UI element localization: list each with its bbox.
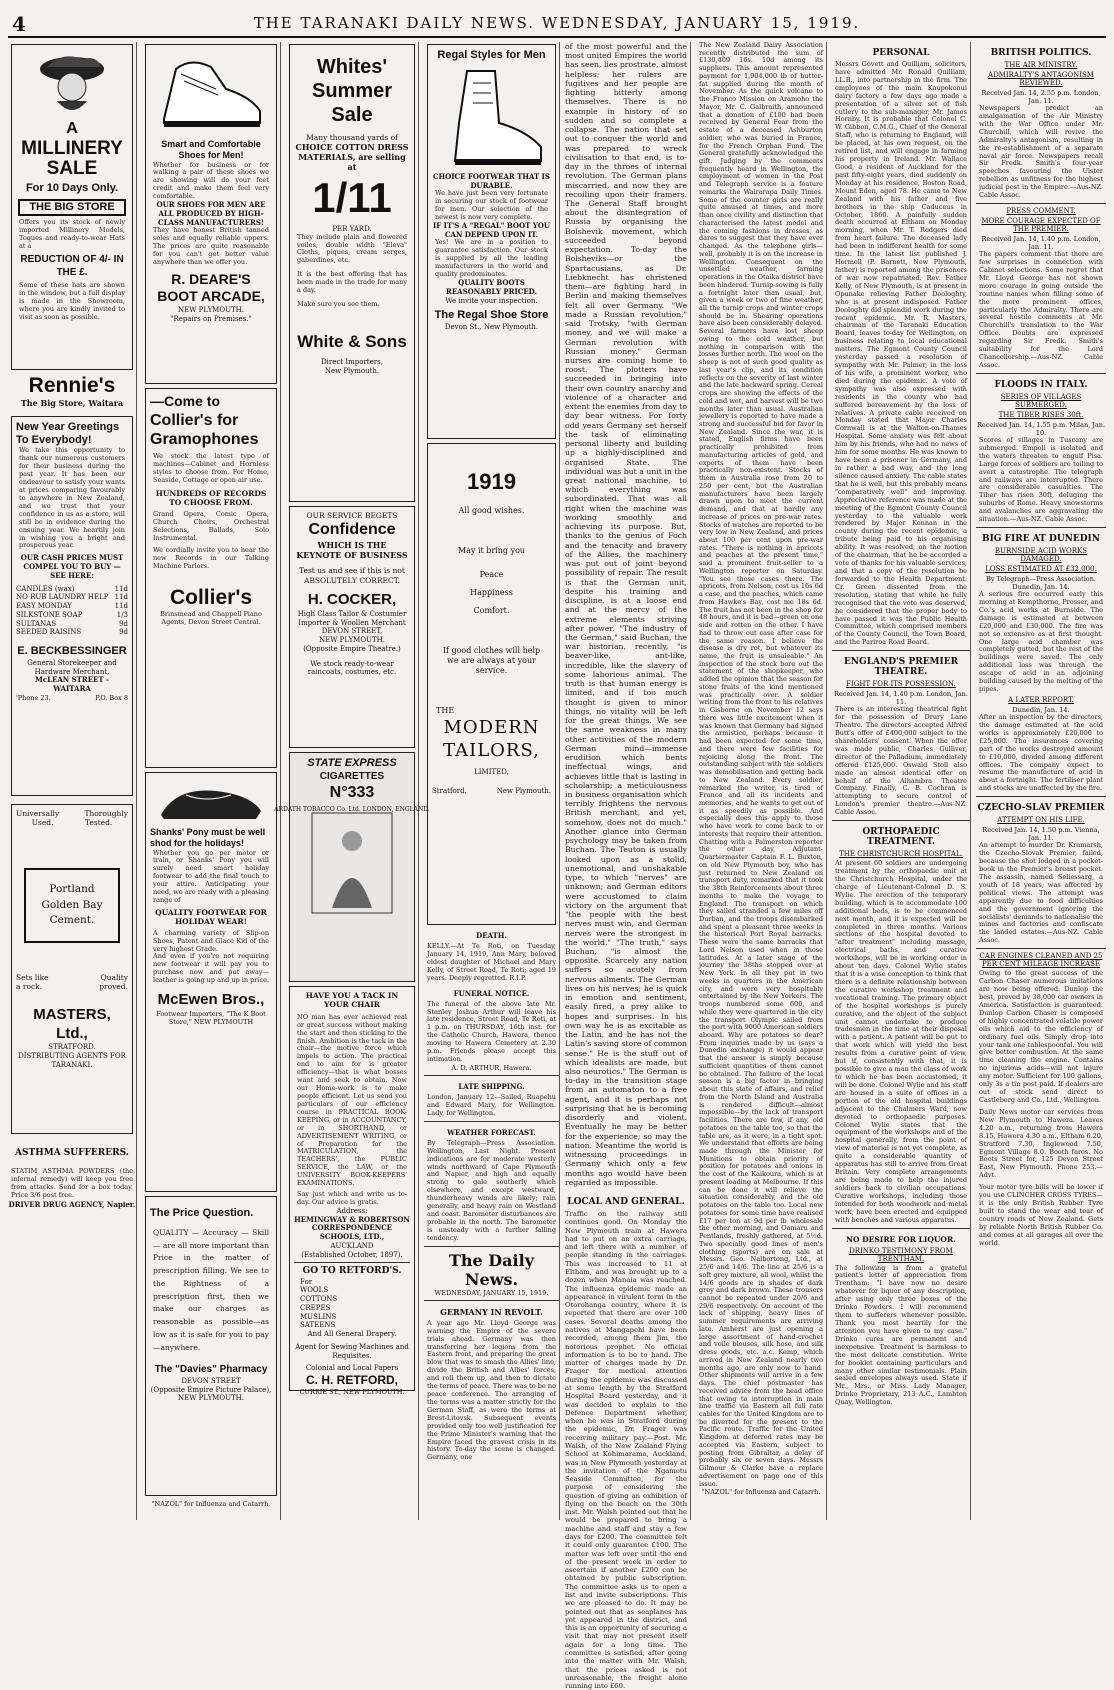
colliers-top: —Come to	[150, 393, 220, 409]
mcewen-items: A charming variety of Slip-on Shoes, Patent and Glace Kid of the very highest Grade.	[153, 928, 269, 953]
cement-top3: Used.	[31, 818, 54, 828]
regal-title: Regal Styles for Men	[437, 49, 546, 61]
politics-sub: THE AIR MINISTRY.	[1004, 61, 1078, 69]
colliers-invite: We cordially invite you to hear the new Records in our Talking Machine Parlors.	[153, 546, 269, 570]
cement-ad	[11, 804, 133, 1134]
regal-caps: IF IT'S A "REGAL" BOOT YOU CAN DEPEND UPON IT.	[433, 220, 550, 239]
shipping-body: London, January 12—Sailed, Ruapehu and Edward Mary, for Wellington. Lady, for Wellington.	[427, 1092, 556, 1117]
ortho-body: At present 60 soldiers are undergoing treatment by the orthopaedic unit at the Christchurch Hospital, under the charge of Lieutenant-Colonel D. S. Wylie. The erection of the temporary building, which is to accommodate 100 additional beds, is to be commenced next month, and it is expected will be completed in three months. Various sections of the hospital devoted to "after treatment" including massage, electrical baths, and curative workshops, will be in working order in about ten days. Colonel Wylie states that it is a wise conception to think that there is a definite relationship between the curative workshop treatment and vocational training. The primary object of the hospital workshops is purely curative, and the object of the subject unit cannot undertake to produce tradesmen in the time at their disposal with a patient. A patient will be put to that work which will yield the best results from a curative point of view, but if, consistently with that, it is possible to give a man the class of work to which he has been accustomed, it will be done. Colonel Wylie and his staff are housed in a suite of offices in a portion of the old hospital buildings adjacent to the Chalmers Ward, now devoted to orthopaedic purposes. Colonel Wylie states that the equipment of the workshops and of the hospital generally, from the point of view of material is not yet complete, as quite a considerable quantity of apparatus has still to arrive from Great Britain. Very complete arrangements are being made to help the injured soldiers back to civilian occupations. Curative workshops, including those intended for both woodwork and metal work, have been erected and equipped with benches and various apparatus.	[835, 859, 967, 1224]
deare-ad	[145, 44, 277, 384]
mail-body: Daily News motor car services from New Plymouth to Hawera. Leaves 4.20 a.m., returning from Hawera 8.15, Hawera 4.30 a.m., Eltham 6.20, Stratford 7.30, Inglewood 7.50, Egmont Village 8.0. Booth fares. No Boots Street for, 125 Devon Street East, New Plymouth. Phone 253.—Advt.	[979, 1107, 1103, 1180]
czech-dateline: Received Jan. 14, 1.50 p.m. Vienna, Jan. 11.	[982, 826, 1100, 843]
liquor-body: The following is from a grateful patient's letter of appreciation from Trentham: "I have now no desire whatever for liquor of any description, after using only three boxes of the Drinko Powders. I will recommend them to sufferers whenever possible. Thank you most heartily for the attention you have given to my case." Drinko cures are permanent and inexpensive. Treatment is harmless to the most delicate constitution. Write for booklet containing particulars and many other similar testimonials. Plain sealed envelopes always used. State if Mr., Mrs., or Miss. Lady Manager, Drinko Proprietary, 213 A.C., Lambton Quay, Wellington.	[835, 1263, 967, 1407]
colliers-body: We stock the latest type of machines—Cabinet and Hornless styles to choose from. For Home, Seaside, Cottage or open air use.	[153, 451, 269, 484]
ortho-title: ORTHOPAEDIC TREATMENT.	[862, 827, 940, 848]
mcewen-title: Shanks' Pony must be well shod for the holidays!	[150, 827, 266, 849]
whites-per: PER YARD.	[332, 224, 372, 233]
express-name: STATE EXPRESS	[307, 757, 397, 769]
column-4	[424, 42, 560, 1520]
chair-title: HAVE YOU A TACK IN YOUR CHAIR	[305, 991, 399, 1010]
price-row: CANDLES (wax) 11d	[16, 584, 128, 593]
press-body: The papers comment that there are few surprises in connection with Cabinet selections. Some regret that Mr. Lloyd George has not shown more courage in going outside the routine names when filling some of the more prominent offices, particularly the Admiralty. There are several hostile comments at Mr. Churchill's translation to the War Office. Doubts are expressed regarding Sir Fredk. Smith's suitability for the Lord Chancellorship.—Aus-NZ. Cable Assoc.	[979, 250, 1103, 369]
deare-body: Whether for business or for walking a pair of these shoes we are showing will do your feet credit and make them feel very comfortable.	[153, 160, 269, 201]
cocker-body2: We stock ready-to-wear raincoats, costumes, etc.	[307, 659, 397, 677]
floods-body: Scores of villages in Tuscany are submerged. Empoli is isolated and the waters threaten to engulf Pisa. Large forces of soldiers are toiling to avert a catastrophe. The telegraph and railways are interrupted. There are considerable casualties. The Tiber has risen 30ft, deluging the suburbs of Rome. Heavy snowstorms and avalanches are aggravating the situation.—Aus-NZ. Cable Assoc.	[979, 435, 1103, 524]
boot-illustration	[437, 63, 547, 173]
whites-body: Many thousand yards of	[306, 133, 398, 142]
floods-title: FLOODS IN ITALY.	[994, 379, 1088, 390]
whites-ad	[289, 44, 415, 502]
press-sub: MORE COURAGE EXPECTED OF THE PREMIER.	[981, 217, 1101, 234]
cement-l1: Sets like	[16, 973, 49, 982]
tyre-body: Your motor tyre bills will be lower if you use CLINCHER CROSS TYRES—it is the only British Rubber Tyre built to stand the wear and tear of country roads of New Zealand. Gets by reliable North British Rubber Co. and comes at all garages all over the world.	[979, 1183, 1103, 1247]
whites-caps: CHOICE COTTON DRESS MATERIALS, are selling at	[295, 142, 409, 173]
retford-all: And All General Drapery.	[307, 1330, 397, 1339]
theatre-title: ENGLAND'S PREMIER THEATRE.	[843, 657, 959, 678]
state-express-ad	[274, 752, 430, 982]
colliers-name: Collier's for Gramophones	[150, 411, 259, 448]
price-row: NO RUB LAUNDRY HELP 11d	[16, 593, 128, 602]
whites-body4: Make sure you see them.	[297, 300, 380, 309]
fire-dateline: Dunedin, Jan. 14.	[1012, 583, 1070, 592]
local-title: LOCAL AND GENERAL.	[567, 1197, 685, 1208]
column-6	[696, 42, 827, 1520]
cement-top-row2	[16, 818, 128, 827]
whites-name: White & Sons	[297, 332, 407, 351]
colliers-list: Grand Opera, Comic Opera, Church Choirs, Orchestral Selections, Ballads, Solo Instrumental.	[153, 510, 269, 543]
theatre-body: There is an interesting theatrical fight for the possession of Drury Lane Theatre. The directors accepted Alfred Butt's offer of £400,000 subject to the shareholders' consent. When the offer was made public, Charles Gulliver, director of the Palladium, immediately offered £125,000. Oswald Stoll also made an almost identical offer on behalf of the Alhambra Theatre Company. Finally, C. B. Cochran is attempting to secure control of London's premier theatre.—Aus-NZ. Cable Assoc.	[835, 705, 967, 817]
column-8	[976, 42, 1106, 1520]
asthma-body: STATIM ASTHMA POWDERS (the infernal remedy) will keep you free from attacks. Send for a box today. Price 3/6 post free.	[11, 1167, 133, 1199]
cement-row4	[16, 982, 128, 991]
lady-hat-illustration	[37, 49, 107, 119]
regal-ad	[427, 44, 556, 439]
express-num: N°333	[329, 784, 375, 802]
politics-body: Newspapers predict an amalgamation of the Air Ministry with the War Office under Mr. Churchill, which will revive the Admiralty's antagonism, resulting in the re-establishment of a separate naval air force. Newspapers recall Sir Fredk. Smith's four-year speeches favouring the Ulster rebellion as unfitness for the highest judicial post in the Empire.—Aus-NZ. Cable Assoc.	[979, 104, 1103, 200]
greetings-body: We take this opportunity to thank our numerous customers for their business during the past year. It has been our endeavour to satisfy your wants at prices comparing favourably to anywhere in New Zealand, and we trust that your confidence in us as a store, will still be in evidence during the ensuing year. We heartily join in wishing you a bright and prosperous year.	[19, 446, 125, 550]
masters-town: STRATFORD.	[48, 1043, 96, 1052]
fire-sub2: LOSS ESTIMATED AT £32,000.	[985, 565, 1097, 574]
modern-year: 1919	[467, 469, 516, 494]
car-title: CAR ENGINES CLEANED AND 25 PER CENT MILEAGE INCREASE	[979, 952, 1103, 969]
chair-body: NO man has ever achieved real or great success without making the start and then sticking to the finish. Ambition is the tack in the chair—the motive force which impels to action. The practical end to aim for is greater efficiency—that is what bosses want and seek to obtain. Now our Home-work is to make people efficient. Let us send you particulars of our efficiency course in PRACTICAL BOOK-KEEPING, or in ACCOUNTANCY, or in SHORTHAND, or ADVERTISEMENT WRITING, or of Preparation for the MATRICULATION, the TEACHERS', the PUBLIC SERVICE, the LAW, or the UNIVERSITY BOOK-KEEPERS' EXAMINATIONS.	[297, 1012, 407, 1188]
colliers-records: HUNDREDS OF RECORDS TO CHOOSE FROM.	[155, 488, 267, 507]
mcewen-name: McEwen Bros.,	[157, 991, 265, 1009]
mcewen-body2: And even if you're not requiring new footwear it will pay you to purchase now and put away—leather is going up and up in price.	[153, 952, 270, 985]
express-prod: CIGARETTES	[319, 770, 385, 782]
millinery-a: A	[66, 120, 78, 137]
whites-sub: Direct Importers,	[321, 358, 383, 367]
column-7	[832, 42, 971, 1520]
funeral-sig: A. D. ARTHUR, Hawera.	[451, 1063, 532, 1072]
chair-town: AUCKLAND	[330, 1241, 374, 1250]
millinery-reduction: REDUCTION OF 4/- IN THE £.	[20, 254, 124, 278]
merchant-contact	[16, 694, 128, 702]
millinery-ad	[11, 44, 133, 370]
pharmacy-town: NEW PLYMOUTH.	[178, 1394, 244, 1403]
cocker-body: Test us and see if this is not ABSOLUTELY CORRECT.	[299, 566, 405, 585]
regal-invite: We invite your inspection.	[445, 296, 538, 305]
floods-sub2: THE TIBER RISES 30ft.	[998, 410, 1084, 419]
mcewen-sub: Footwear Importers, "The K Boot Store," NEW PLYMOUTH	[156, 1009, 266, 1027]
retford-agent: Agent for Sewing Machines and Requisites.	[295, 1342, 409, 1360]
column-2	[142, 42, 281, 1520]
nazol-ad-2: "NAZOL" for Influenza and Catarrh.	[701, 1488, 821, 1497]
liquor-title: NO DESIRE FOR LIQUOR.	[846, 1234, 956, 1244]
weather-body: By Telegraph—Press Association. Wellington, Last Night. Present indications are for moderate westerly winds northward of Cape Plymouth and Napier, and high and equally strong to gale southerly which elsewhere, and except westward, thunderheavy winds are likely; rain generally, and heavy rain on Westland and coast. Barometer disturbances are probable in the north. The barometer is unsteady with a further falling tendency.	[427, 1138, 556, 1242]
fire-title: BIG FIRE AT DUNEDIN	[981, 534, 1100, 545]
floods-dateline: Received Jan. 14, 1.55 p.m. Milan, Jan. 10.	[976, 420, 1106, 437]
column-5	[562, 42, 691, 1690]
deare-title: Smart and Comfortable Shoes for Men!	[161, 139, 261, 161]
millinery-title: MILLINERY SALE	[21, 138, 123, 179]
weather-title: WEATHER FORECAST.	[447, 1127, 536, 1137]
mcewen-ad	[145, 772, 277, 1192]
price-row: SEEDED RAISINS 9d	[16, 628, 128, 637]
cement-top1: Universally	[16, 809, 60, 818]
floods-sub: SERIES OF VILLAGES SUBMERGED.	[1000, 392, 1082, 409]
liquor-sub: DRINKO TESTIMONY FROM TRENTHAM.	[849, 1246, 953, 1263]
asthma-title: ASTHMA SUFFERERS.	[15, 1148, 129, 1158]
greetings-ad	[11, 416, 133, 796]
price-row: SULTANAS 9d	[16, 619, 128, 628]
regal-addr: Devon St., New Plymouth.	[444, 323, 539, 332]
greetings-title: New Year Greetings To Everybody!	[16, 421, 120, 447]
express-maker: ARDATH TOBACCO Co. Ltd. LONDON, ENGLAND.	[274, 806, 430, 814]
czech-body: An attempt to murder Dr. Kramarsh, the Czecho-Slovak Premier, failed, because the shot lodged in a pocket-book in the Premier's breast pocket. The assassin, named Seliessarg, a youth of 18 years, was affected by political views. The attempt was apparently due to food difficulties and the government ignoring the socialists' demands to nationalise the mines and factories and confiscate the landed estates.—Aus-NZ. Cable Assoc.	[979, 841, 1103, 945]
article-body: A year ago Mr. Lloyd George was warning the Empire of the severe trials ahead. Germany was then transferring her legions from the Eastern front, and preparing the great blow that was to smash the Allies' line, divide the British and Allies' forces, and roll them up, and then to dictate the terms of peace. There was to be no peace conference. The arranging of the terms was a matter strictly for the German Staff, as were the terms at Brest-Litovsk. Subsequent events provided only too well justification for the Prime Minister's warning that the Empire faced the gravest crisis in its history. To-day the scene is changed. Germany, one	[427, 1318, 556, 1462]
retford-name: C. H. RETFORD,	[306, 1373, 398, 1388]
politics-dateline: Received Jan. 14, 2.55 p.m. London, Jan. 11.	[981, 89, 1101, 105]
merchant-sub: General Storekeeper and Hardware Merchant,	[27, 658, 117, 676]
modern-w3: Comfort.	[473, 605, 510, 615]
rennies-name: Rennie's	[28, 374, 116, 397]
asthma-agency: DRIVER DRUG AGENCY, Napier.	[8, 1199, 136, 1209]
column-1	[8, 42, 137, 1520]
cement-row3	[16, 973, 128, 982]
masthead	[8, 8, 1106, 38]
chair-tag: Say just which and write us to-day. Our advice is gratis.	[297, 1190, 407, 1206]
politics-title: BRITISH POLITICS.	[990, 48, 1092, 58]
modern-the: THE	[436, 705, 455, 715]
regal-body: We have just been very fortunate in securing our stock of footwear for men. Our selection of the newest is now very complete.	[435, 189, 548, 222]
cocker-title: Confidence	[308, 521, 396, 539]
newspaper-title: THE TARANAKI DAILY NEWS. WEDNESDAY, JANUARY 15, 1919.	[253, 14, 861, 32]
cocker-town: NEW PLYMOUTH.	[319, 636, 385, 645]
colliers-logo-sub: Brinsmead and Chappell Piano Agents, Devon Street Central.	[160, 610, 262, 626]
modern-town1: Stratford,	[432, 787, 467, 796]
cement-name: Portland Golden Bay Cement.	[24, 868, 120, 943]
deare-tag: "Repairs on Premises."	[170, 314, 252, 323]
nazol-ad: "NAZOL" for Influenza and Catarrh.	[151, 1500, 271, 1508]
masters-name: MASTERS, Ltd.,	[33, 1005, 111, 1042]
modern-body: If good clothes will help we are always at your service.	[442, 645, 541, 675]
cocker-name: H. COCKER,	[307, 591, 397, 609]
price-question-ad	[145, 1196, 277, 1496]
politics-sub2: ADMIRALTY'S ANTAGONISM REVIEWED.	[988, 71, 1094, 87]
deare-town: NEW PLYMOUTH.	[178, 305, 244, 314]
cocker-top: OUR SERVICE BEGETS	[306, 511, 398, 520]
millinery-body2: Some of these hats are shown in the window, but a full display is made in the Showroom, where you are kindly invited to visit as soon as possible.	[19, 281, 125, 321]
page-number: 4	[12, 12, 26, 36]
funeral-body: The funeral of the above late Mr. Stanley Joshua Arthur will leave his late residence, Street Road, Te Roti, at 1 p.m. on THURSDAY, 16th inst. for the Catholic Church, Hawera, thence moving to Hawera Cemetery at 2.30 p.m. Friends please accept this intimation.	[427, 999, 556, 1064]
price-row: EASY MONDAY 11d	[16, 602, 128, 611]
deare-caps: OUR SHOES FOR MEN ARE ALL PRODUCED BY HIGH-CLASS MANUFACTURERS!	[156, 200, 266, 227]
modern-ltd: LIMITED,	[474, 768, 509, 777]
chair-addr: Address:	[336, 1206, 368, 1215]
column-3	[274, 42, 430, 1520]
theatre-sub: FIGHT FOR ITS POSSESSION.	[846, 680, 956, 689]
cocker-sub: High Class Tailor & Costumier Importer & Woollen Merchant	[297, 609, 407, 627]
press-title: PRESS COMMENT.	[1006, 207, 1076, 216]
pharmacy-sub: (Opposite Empire Picture Palace),	[150, 1385, 272, 1394]
deare-name: R. DEARE'S BOOT ARCADE,	[157, 270, 265, 305]
local-body: Traffic on the railway still continues good. On Monday the New Plymouth train at Hawera had to put on an extra carriage, and left there with a number of people standing in the carriages. This was increased to 11 at Eltham, and was brought up to a dozen when Manaia was reached. The influenza epidemic made an appearance in virulent form in the Otorohanga country, where it is reported that there are over 100 cases. Several deaths among the natives at Mangapehi have been recorded, among them Jim, the notorious prophet. No official information is to be to hand. The matter of charges made by Dr. Frager for medical attention during the epidemic was discussed at some length by the Stratford Hospital Board yesterday, and it was decided to explain to the Defence Department whether, when he was in Stratford during the epidemic, Dr. Frager was receiving military pay.—Post. Mr. Walsh, of the New Zealand Flying School at Kohimarama, Auckland, was in New Plymouth yesterday at the invitation of the Ngamotu Seaside Committee, for the purpose of considering the question of giving an exhibition of flying on the beach on the 30th inst. Mr. Walsh pointed out that he would be prepared to bring a machine and staff and stay a few days for £200. The committee felt it could only guarantee £100. The matter was left over until the end of the present week in order to ascertain if another £200 can be obtained by public subscription. The committee asks us to open a list and invite subscriptions. This we are pleased to do. It may be pointed out that as seaplanes has yet appeared in the district, and this is an opportunity of securing a visit that may not present itself again for a long time. The committee is satisfied, after going into the matter with Mr. Walsh, that the prices asked is not unreasonable, the freight alone running into £60.	[565, 1210, 687, 1690]
seated-figure-illustration	[274, 803, 430, 923]
ortho-sub: THE CHRISTCHURCH HOSPITAL.	[839, 850, 963, 859]
czech-sub: ATTEMPT ON HIS LIFE.	[997, 816, 1085, 825]
fire-body: A serious fire occurred early this morning at Kempthorne, Prosser, and Co.'s acid works at Burnside. The damage is estimated at between £20,000 and £30,000. The fire was not so extensive as at first thought. One large acid chamber was completely gutted, but the rest of the buildings were saved. The only additional loss was through the escape of acid in an adjoining building caused by the melting of the pipes.	[979, 590, 1103, 694]
retford-go: GO TO RETFORD'S.	[302, 1266, 402, 1277]
modern-may: May it bring you	[457, 545, 526, 555]
chair-est: (Established October, 1897).	[301, 1250, 403, 1259]
article-title: GERMANY IN REVOLT.	[440, 1306, 543, 1317]
modern-w1: Peace	[479, 569, 504, 579]
fire-dateline2: Dunedin, Jan. 14.	[1012, 706, 1070, 715]
whites-town: New Plymouth.	[324, 367, 380, 375]
merchant-name: E. BECKBESSINGER	[17, 645, 127, 658]
paper-name: The Daily News.	[449, 1250, 534, 1289]
modern-tailors-ad	[427, 443, 556, 925]
cocker-mid: WHICH IS THE KEYNOTE OF BUSINESS	[296, 540, 408, 561]
regal-body2: Yes! We are in a position to guarantee satisfaction. Our stock is supplied by all the leading manufacturers in the world and quality predominates.	[435, 238, 548, 279]
price-title: The Price Question.	[150, 1207, 254, 1219]
fire-sub: BURNSIDE ACID WORKS DAMAGED.	[994, 547, 1088, 564]
pharmacy-street: DEVON STREET	[181, 1376, 241, 1385]
cocker-street: DEVON STREET,	[321, 627, 383, 636]
regal-caps2: QUALITY BOOTS REASONABLY PRICED.	[446, 278, 537, 296]
death-title: DEATH.	[476, 931, 507, 940]
slipper-illustration	[156, 777, 266, 827]
local-continued: The New Zealand Dairy Association recently distributed the sum of £130,409 16s. 10d among its suppliers. This amount represented payment for 1,904,000 lb of butter-fat supplied during the month of November. As the quick volcano to the Franco Mission on Aramoho the Mayor, Mr. C. Galbraith, announced that a donation of £100 had been received by General Fear from the estate of a deceased Ashburton soldier, who was buried in France, for the French Orphan Fund. The General gratefully acknowledged the gift. Judging by the comments frequently heard in Wellington, the employment of women in the Post and Telegraph service is a feature remarks the Wairarapa Daily Times. Some of the counter girls are really quite amused at times, and more than once civility and distinction that characterised the latest model and the coming fashions in dresses, as dares to suggest that they have ever changed. As the telephone girls—well, probably it is on the increase in Wellington. Consequent on the unsettled weather, farming operations in the Otaika district have been hindered. Turnip-sowing is fully a fortnight later than usual, but, given a week or two of fine weather, all the turnip crops and winter crops should be in. Shearing operations have also been considerably delayed. Several farmers have lost sheep owing to the cold weather, but nothing in comparison with the losses further north. The wool on the sheep is not of such good quality as last year's clip, and its condition reflects on the severity of last winter and the late backward spring. Cereal crops are showing the effects of the cold and wet, and harvest will be two months later than usual. Australian jewellery is reported to have made a strong and successful bid for favor in New Zealand. Since the war, it is stated, English firms have been practically prohibited from manufacturing articles of gold, and exports of them have been practically non-existent. Stocks of them in Australia rose from 20 to 250 per cent, but the Australian manufacturers have been largely drawn upon to meet the current demand, and that at hardly any increase of prices on pre-war rates. Stocks of watches are reported to be very low in New Zealand, and prices about 100 per cent upon pre-war rates. "There is nothing in apricots and peaches at the present time," said a prominent fruit-seller to a Wellington reporter on Saturday. "You see those cases there. The apricots, from Nelson, cost us 16s 6d a case, and the peaches, which came from Hawke's Bay, cost me 18s 6d. The fruit has not been in the shop for 48 hours, and it is bad—green on one side and rotten on the other. I have had to throw out case after case for the same reason. I believe the disease is dry rot, but whatever its name, the fruit is unsaleable." An inspection of the stock bore out the statement of the shopkeeper, who added the opinion that the season for stone fruits of the kind mentioned was practically over. A soldier writing from the front to his relatives in Gisborne on November 12 says there was little excitement when it was known that Germany had signed the armistice, perhaps because it had been expected for some time, and there were few facilities for rejoicing along the front. The outstanding subject with the soldiers was demobilisation and getting back to New Zealand. Every soldier, remarked the writer, is tired of France and all its incidents and memories, and he wants to get out of it as speedily as possible. And especially does this apply to those who have work to come back to or interests that require their attention. Chatting with a Palmerston reporter the other day, Adjutant-Quartermaster Captain F. L. Buxton, on old New Plymouth boy, who has just returned to New Zealand on transport duty, remarked that it took the 38th Reinforcements about three months to make the voyage to England. The transport on which they sailed stranded a few miles off Durban, and the troops disembarked and spent a pleasant three weeks in the historical Port Royal barracks. These were the same barracks that Lord Nelson used when in those latitudes. At a later stage of the journey the 38ths stopped over at New York. In all they put in two weeks in quarters in the American city, and were very hospitably entertained by the New Yorkers. The troops numbered some 600, and while they were quartered in the city the transport Olympic sailed from the port with 9000 American soldiers aboard. Why are potatoes so dear? From inquiries made by us (says a Dunedin exchange) it would appear that the answer is simply because sufficient quantities of them cannot be obtained. The failure of the local season is a big factor in bringing about this state of affairs, and relief from the North Island and Australia is rendered difficult—almost impossible—by the lack of transport facilities. There are few, if any, old potatoes on the table too, so that the table are, as it were, in a tight spot. We understand that efforts are being made through the Minister for Munitions to obtain priority of position for potatoes and onions in the cost of the Kaikoura, which is at present loading at Melbourne. If this can be done it will relieve the situation considerably, and the old potatoes on the table too. Local new potatoes for some time have realised £17 per ton at 9d per lb wholesale the other morning, and Oamaru and Pentlands, freshly gathered, at 5½d. Two specially good lines of men's clothing (sports) are on sale at Messrs. Geo. Nalbortong, Ltd., at 25/6 and 14/6. The line at 25/6 is a soft grey mixture, all wool, whilst the 14/6 goods are in shades of dark grey and dark brown. These trousers cannot be repeated under 20/6 and 29/6 respectively. On account of the lack of shipping, heavy lines of summer requirements are arriving late. Amherst are just opening a large assortment of hand-crochet and voile blouses, silk hose, and silk dress goods, etc. a.c. Kemp, which arrived in New Zealand nearly two months ago, are only now to hand. Other shipments will arrive in a few days. The chief postmaster has received advice from the head office that owing to interruption in main line traffic via Eastern all full rate cables for the United Kingdom are to be diverted for the present to the Pacific route. Traffic for the United Kingdom at deferred rates may be accepted via Eastern, subject to posting from Gibraltar, a delay of probably six or seven days. Messrs Gilmour & Clarke have a replace advertisement on page one of this issue.	[699, 41, 823, 1488]
millinery-sub: For 10 Days Only.	[25, 181, 119, 194]
theatre-dateline: Received Jan. 14, 1.40 p.m. London, Jan. 11.	[834, 690, 968, 707]
fire-later: A LATER REPORT.	[1008, 696, 1074, 705]
deare-body2: They have honest British tanned soles and equally reliable uppers. The prices are quite reasonable for you can't get better value anywhere than we offer you.	[153, 226, 269, 267]
whites-price: 1/11	[312, 174, 392, 222]
regal-caption: CHOICE FOOTWEAR THAT IS DURABLE.	[432, 171, 550, 190]
price-list	[16, 585, 128, 638]
funeral-title: FUNERAL NOTICE.	[453, 988, 530, 998]
colliers-ad	[145, 388, 277, 768]
price-row: SILKSTONE SOAP 1/3	[16, 610, 128, 619]
masters-agents: DISTRIBUTING AGENTS FOR TARANAKI.	[18, 1052, 126, 1069]
personal-body: Messrs Govett and Quilliam, solicitors, have admitted Mr. Ronald Quilliam, LL.B., into partnership in the firm. The employees of the main Kaupokonui dairy factory a few days ago made a presentation of a silver set of fish cutlery to the sub-manager, Mr. James Hornby. It is probable that Colonel C. W. Gibbon, C.M.G., Chief of the General Staff, who is returning to England, will be placed, at his own request, on the retired list, and will engage in farming his property in Ireland. Mr. Wallace Good, a resident of Auckland for the past fifty-eight years, died suddenly on Monday at his residence, Boston Road, Mount Eden, aged 78. He came to New Zealand with his father and five brothers in the ship Caduceus in October, 1860. A painfully sudden death occurred at Eltham on Monday morning, when Mr. T. Rodgers died from heart failure. The deceased lady had been in indifferent health for some time. In the latest list published J. Hormell (P. Barnett, New Plymouth, father) is reported among the prisoners of war now repatriated. Rev. Father Kelly, of New Plymouth, is at present in Opunake relieving Father Doologhty, who is at present indisposed. Father Doologhty did splendid work during the recent epidemic. Mr. R. Masters, chairman of the Taranaki Education Board, leaves to-day for Wellington, on business relating to local educational matters. The Egmont County Council yesterday passed a resolution of sympathy with Mr. Palmer, in the loss of his wife, a prominent worker, who died during the epidemic. A vote of sympathy was also expressed with residents in the county who had suffered bereavement by the loss of relatives. A private cable received on Monday stated that Major Charles Cornwall is at the Walton-on-Thames Hospital. Some anxiety was felt about him by his friends, who had no news of him for some months. He was known to have been a prisoner in Germany, and in rather a bad way, and the long silence caused anxiety. The cable states that he is well, but this probably means "comparatively well" and improving. Appreciative reference was made at the meeting of the Egmont County Council yesterday to the valuable work rendered by Major Kennan in the county during the recent epidemic, a tribute being paid to his organising ability. It was resolved, on the motion of the chairman, that he be accorded a vote of thanks for his valuable services, and that a copy of the resolution be forwarded to the Health Department. Cr. Green dissented from the resolution, stating that while he fully recognised that the vote was deserved, he considered that the proper body to have passed it was the Public Health Committee, which comprised members of the County Council, the Town Board, and the Pariroa Road Board.	[835, 60, 967, 647]
article-continued: of the most powerful and the most united Empires the world has seen, lies prostrate, almost helpless; her rulers are fugitives and her people are fighting bitterly among themselves. There is no example in history of so sudden and so complete a collapse. The nation that set out to conquer the world and was prepared to wreck civilisation to that end, is to-day in the throes of internal revolution. The German plans miscarried, and now they are recoiling upon their framers. The General Staff brought about the disintegration of Russia by organising the Bolshevik movement, which succeeded beyond expectation. To-day the Bolsheviks—or the Spartacusians, as Dr. Liebknecht has christened them—are fighting hard in Berlin and making themselves felt all over Germany. "We made a Russian revolution," said Trotsky, "with German money, and we will make a German revolution with Russian money." German nurses are coming home to roost. The plotters have succeeded in bringing into their own country anarchy and violence of a character and extent the enemies from day to day bear witness. For forty odd years Germany set herself the task of eliminating personal liberty and building up a highly-disciplined and organised State. The individual was but a unit in the great national machine, to which everything was subordinated. That was all right when the machine was working smoothly and achieving its purpose. But, thanks to the genius of Foch and the tenacity and bravery of the Allies, the machinery was put out of joint beyond possibility of repair. The result is that the German unit, despite his training and discipline, is at a loose end and at the mercy of the extreme elements striving after power. "The industry of the German," said Buchan, the war historian, recently, "is beaver-like, ant-like, incredible, like the slavery of some laborious animal. The truth is that human energy is limited, and if too much thought is given to minor things, no vitality will be left for the great things. We see the same weakness in many other activities of the modern German mind—immense erudition which bents ineffectual wings, and achieves little that is lasting in scholarship; a meticulousness in business organisation which terribly frightens the nervous British merchant, and yet, somehow, does not do much." Another glance into German psychology may be taken from Buchan. The Teuton is usually looked upon as a stolid, unemotional, and unshakable type, to which "nerves" are unknown; and German editors were accustomed to claim victory on the argument that "the people with the best nerves must win, and German nerves were the strongest in the world." "The truth," says Buchan, "is almost the opposite. Scarcely any nation suffers so acutely from nervous ailments. The German lives on his nerves; he is quick in emotion and sentiment, easily fired, a prey alike to hopes and surprises. In his own way he is as excitable as the Latin, and he has not the Latin's saving store of common sense." He is the stuff out of which idealists are made, but also neurotics." The German is to-day in the transition stage from an automaton to a free agent, and it is perhaps not surprising that he is becoming disorderly and violent. Eventually he may be better for the experience; so may the nation. Meantime the world is witnessing proceedings in Germany which only a few months ago would have been regarded as impossible.	[565, 42, 687, 1187]
tack-chair-ad	[289, 986, 415, 1397]
mcewen-caps: QUALITY FOOTWEAR FOR HOLIDAY WEAR!	[155, 907, 267, 927]
whites-body3: It is the best offering that has been made in the trade for many a day.	[297, 270, 407, 295]
czech-title: CZECHO-SLAV PREMIER	[977, 803, 1105, 814]
modern-w2: Happiness	[470, 587, 513, 597]
retford-addr: CURRIE ST., NEW PLYMOUTH.	[299, 1388, 405, 1397]
cement-top-row	[16, 809, 128, 818]
retford-for: For	[300, 1277, 313, 1286]
cocker-ad	[289, 506, 415, 748]
fire-by: By Telegraph—Press Association.	[986, 575, 1096, 584]
modern-towns	[432, 787, 551, 796]
merchant-address: McLEAN STREET - WAITARA	[35, 675, 109, 694]
merchant-phone: 'Phone 23.	[16, 693, 51, 702]
fire-body2: After an inspection by the directors, the damage estimated at the acid works is approximately £20,000 to £25,000. The insurances covering part of the works destroyed amount to £10,000, divided among different offices. The company expect to resume the manufacture of acid in about a fortnight. The fertiliser plant and stocks are unaffected by the fire.	[979, 713, 1103, 793]
pharmacy-name: The "Davies" Pharmacy	[154, 1364, 268, 1376]
cocker-opp: (Opposite Empire Theatre.)	[303, 644, 401, 653]
press-dateline: Received Jan. 14, 1.40 p.m. London, Jan. 11.	[981, 235, 1101, 252]
price-body: QUALITY — Accuracy — Skill — are all more important than Price in the matter of prescription filling. We see to the Rightness of a prescription first, then we make our charges as reasonable as possible—as low as it is safe for you to pay—anywhere.	[153, 1227, 269, 1352]
modern-name: MODERN TAILORS,	[443, 716, 540, 761]
modern-wish: All good wishes.	[458, 505, 525, 515]
personal-title: PERSONAL	[872, 48, 930, 58]
colliers-logo: Collier's	[169, 585, 253, 609]
whites-title: Whites' Summer Sale	[311, 56, 393, 126]
greetings-cash: OUR CASH PRICES MUST COMPEL YOU TO BUY —SEE HERE:	[20, 553, 124, 580]
big-store-logo: THE BIG STORE	[18, 199, 126, 217]
millinery-body: Offers you its stock of newly imported Millinery Models, Toques and ready-to-wear Hats at a	[19, 218, 125, 251]
paper-date: WEDNESDAY, JANUARY 15, 1919.	[434, 1288, 549, 1297]
death-body: KELLY.—At Te Roti, on Tuesday, January 14, 1919, Ann Mary, beloved eldest daughter of Michael and Mary Kelly, of Street Road, Te Roti; aged 19 years. Deeply regretted. R.I.P.	[427, 942, 556, 982]
shoe-illustration	[156, 49, 266, 139]
cement-r1: Quality	[100, 973, 128, 982]
retford-items: WOOLS COTTONS CREPES MUSLINS SATEENS	[300, 1286, 338, 1330]
merchant-pobox: P.O. Box 8	[95, 693, 128, 702]
shipping-title: LATE SHIPPING.	[458, 1081, 525, 1091]
cement-top4: Tested.	[84, 818, 113, 828]
rennies-sub: The Big Store, Waitara	[20, 398, 124, 408]
chair-firm: HEMINGWAY & ROBERTSON CORRESPONDENCE SCHOOLS, LTD.,	[294, 1214, 410, 1242]
cement-top2: Thoroughly	[84, 809, 128, 818]
regal-name: The Regal Shoe Store	[434, 309, 549, 322]
car-body: Owing to the great success of the Carbon Chaser numerous imitations are now being offered. Dunlop the best, proved by 38,000 car owners in America. Satisfaction is guaranteed. Dunlop Carbon Chaser is composed of highly concentrated volatile power oils which aid to the efficiency of ordinary fuel oils. Simply drop into your tank one tablespoonful. You will give better combustion. At the same time cleaning the engine. Contains no injurious acids—will not injure any motor. Sufficient for 100 gallons, only 3s a tin post paid. If dealers are out of stock send direct to Castleberg and Co., Ltd., Wellington.	[979, 969, 1103, 1104]
modern-town2: New Plymouth.	[496, 787, 551, 796]
cement-l2: a rock.	[16, 982, 43, 992]
cement-r2: proved.	[99, 982, 128, 992]
retford-papers: Colonial and Local Papers	[305, 1364, 399, 1373]
whites-body2: They include plain and flowered voiles, double width "Eleva" Cloths, piques, cream serges, gaberdines, etc.	[297, 232, 407, 265]
mcewen-body: Whether you go per motor or train, or Shanks' Pony you will surely need smart holiday footwear to add the final touch to your attire. Anticipating your need, we are ready with a pleasing range of	[153, 848, 269, 905]
